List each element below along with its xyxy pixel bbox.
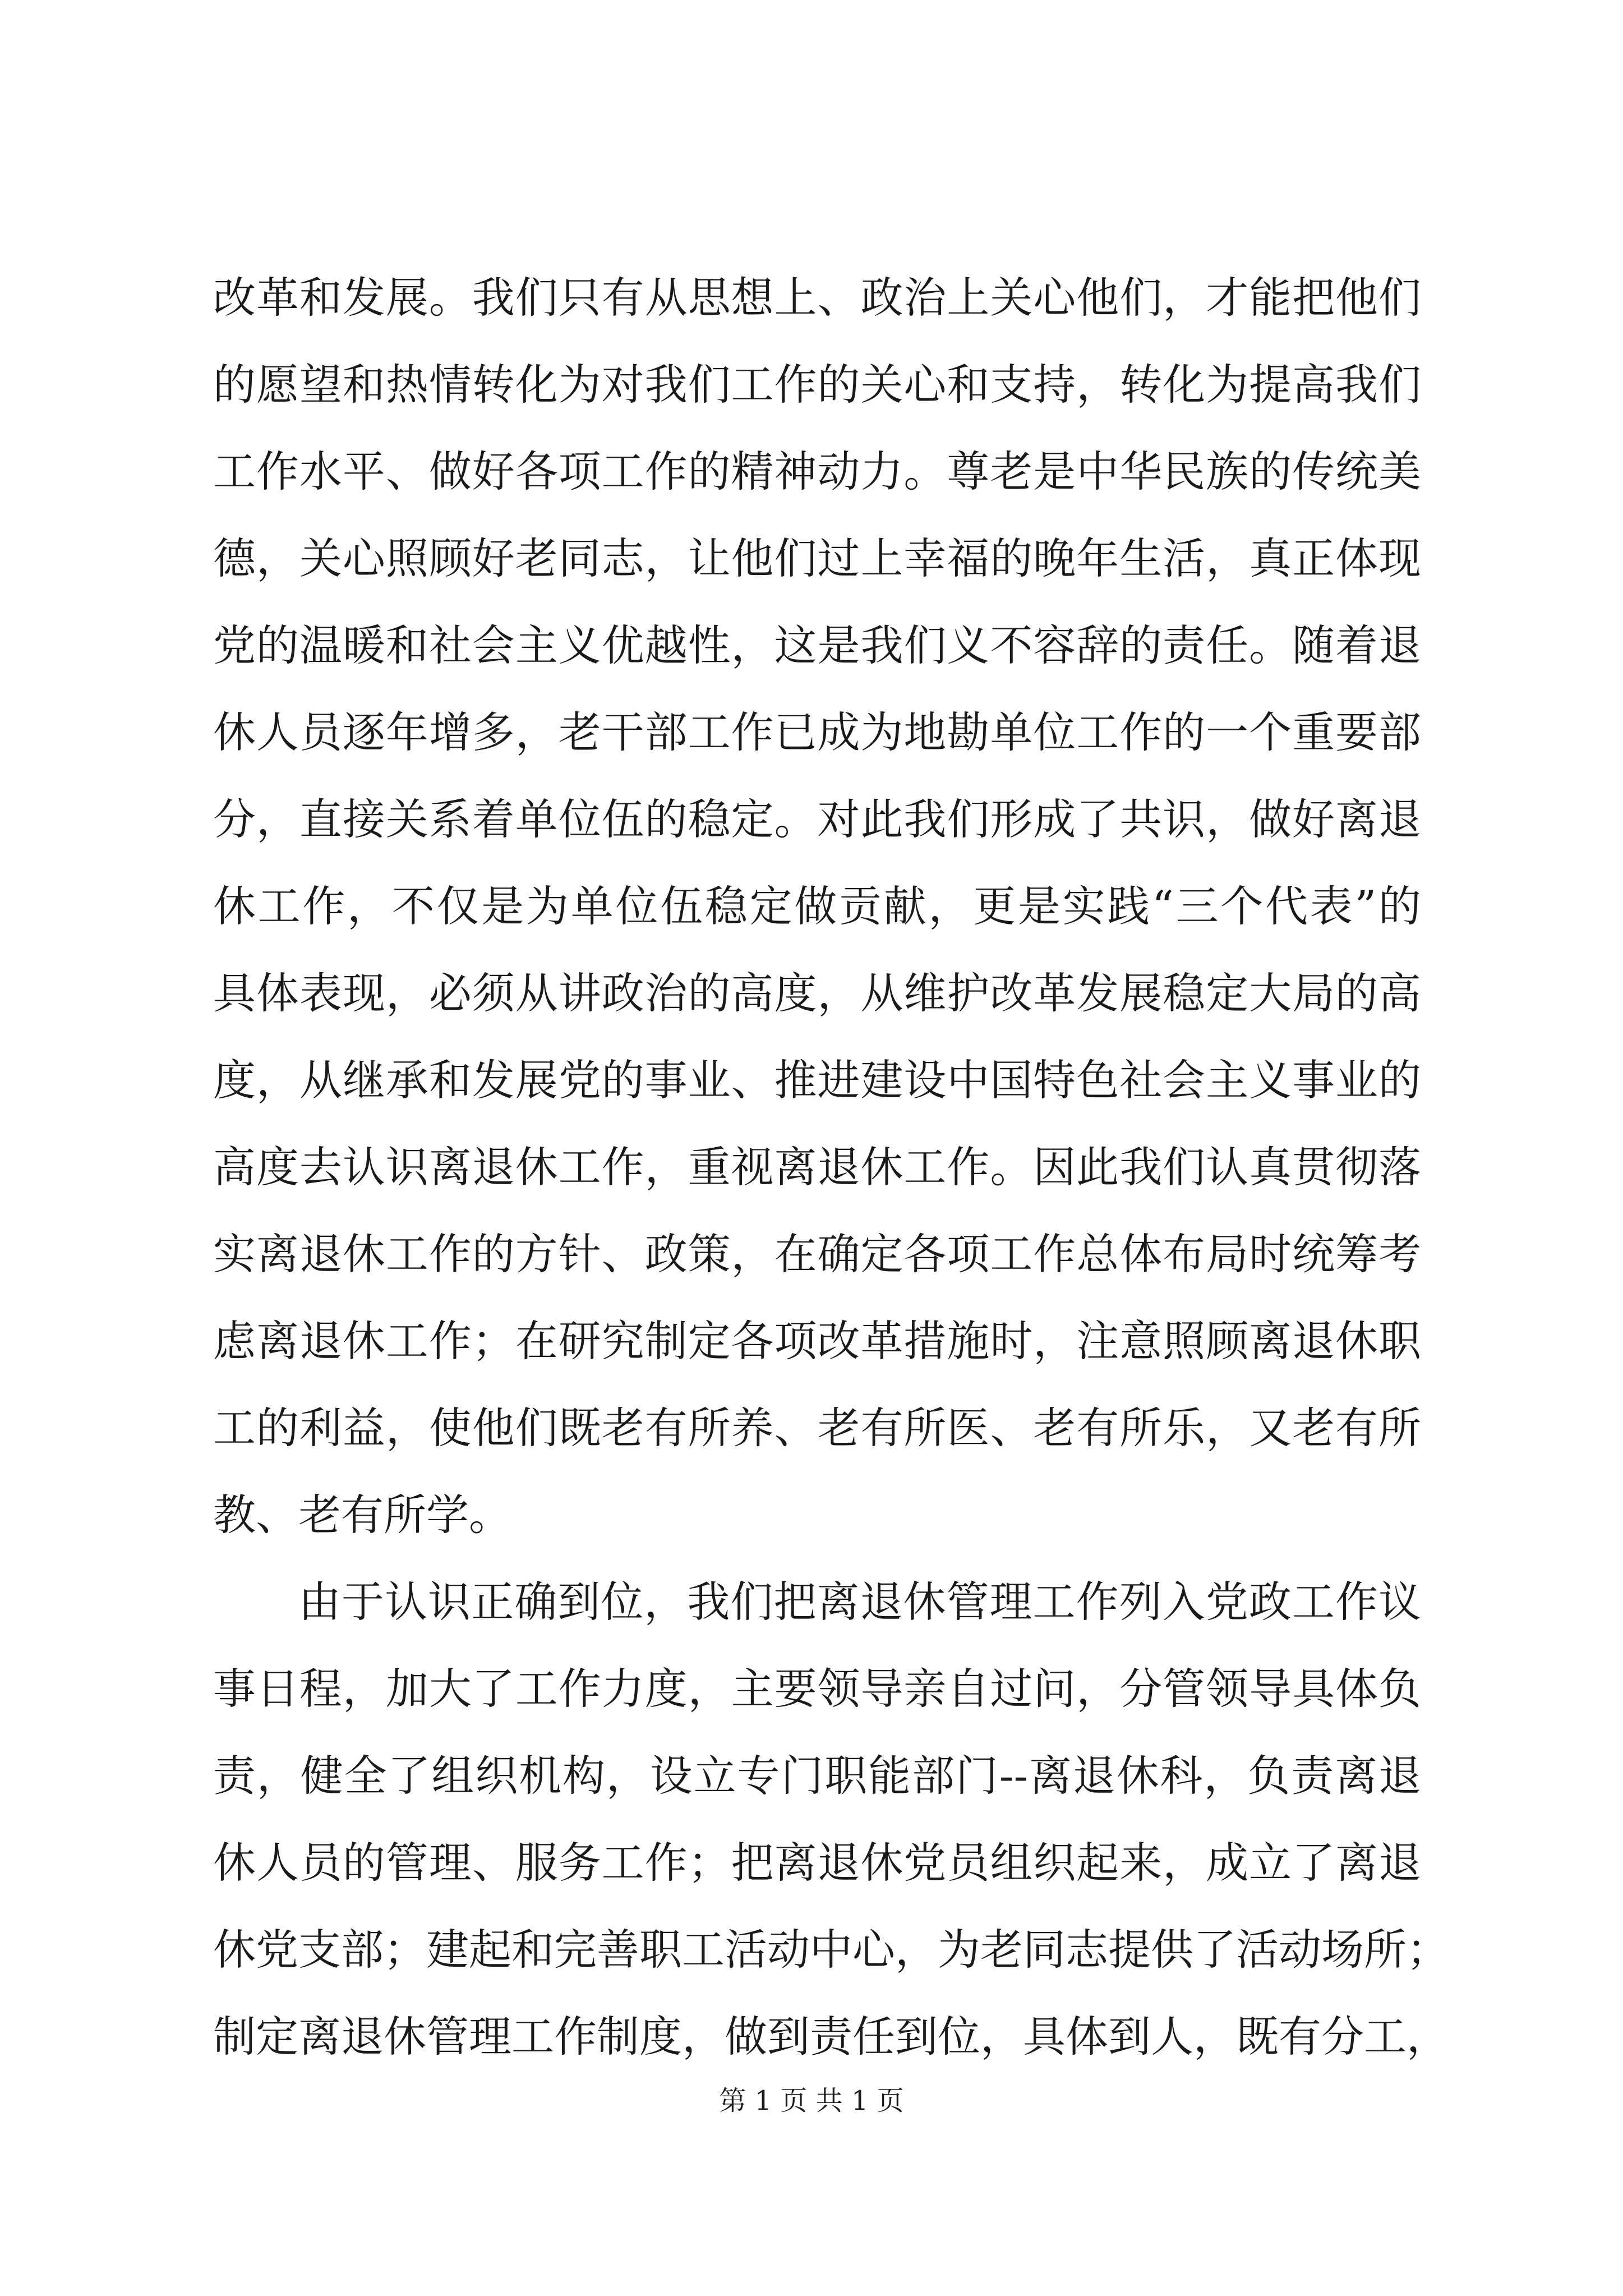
text-line: 休人员的管理、服务工作；把离退休党员组织起来，成立了离退 (213, 1838, 1421, 1888)
text-line: 虑离退休工作；在研究制定各项改革措施时，注意照顾离退休职 (213, 1316, 1421, 1366)
page-number-footer: 第 1 页 共 1 页 (719, 2085, 904, 2116)
text-line: 责，健全了组织机构，设立专门职能部门--离退休科，负责离退 (213, 1751, 1421, 1801)
text-line: 德，关心照顾好老同志，让他们过上幸福的晚年生活，真正体现 (213, 533, 1421, 583)
text-line: 休党支部；建起和完善职工活动中心，为老同志提供了活动场所； (213, 1925, 1449, 1975)
text-line: 高度去认识离退休工作，重视离退休工作。因此我们认真贯彻落 (213, 1142, 1421, 1192)
text-line: 的愿望和热情转化为对我们工作的关心和支持，转化为提高我们 (213, 360, 1421, 409)
paragraph-1 (213, 254, 1421, 1558)
text-line: 事日程，加大了工作力度，主要领导亲自过问，分管领导具体负 (213, 1664, 1421, 1714)
text-line: 制定离退休管理工作制度，做到责任到位，具体到人，既有分工， (213, 2012, 1449, 2062)
text-line: 改革和发展。我们只有从思想上、政治上关心他们，才能把他们 (213, 273, 1421, 323)
text-line: 分，直接关系着单位伍的稳定。对此我们形成了共识，做好离退 (213, 794, 1421, 844)
paragraph-2 (213, 1558, 1449, 2080)
body-text (213, 254, 1449, 2080)
text-line: 度，从继承和发展党的事业、推进建设中国特色社会主义事业的 (213, 1055, 1421, 1105)
text-line: 休人员逐年增多，老干部工作已成为地勘单位工作的一个重要部 (213, 707, 1421, 757)
text-line: 党的温暖和社会主义优越性，这是我们义不容辞的责任。随着退 (213, 620, 1421, 670)
text-line: 工作水平、做好各项工作的精神动力。尊老是中华民族的传统美 (213, 447, 1421, 496)
text-line-last: 教、老有所学。 (213, 1490, 511, 1540)
text-line-first: 由于认识正确到位，我们把离退休管理工作列入党政工作议 (298, 1577, 1421, 1627)
text-line: 休工作，不仅是为单位伍稳定做贡献，更是实践“三个代表”的 (213, 881, 1421, 931)
text-line: 实离退休工作的方针、政策，在确定各项工作总体布局时统筹考 (213, 1229, 1421, 1279)
text-line: 具体表现，必须从讲政治的高度，从维护改革发展稳定大局的高 (213, 968, 1421, 1018)
text-line: 工的利益，使他们既老有所养、老有所医、老有所乐，又老有所 (213, 1403, 1421, 1453)
